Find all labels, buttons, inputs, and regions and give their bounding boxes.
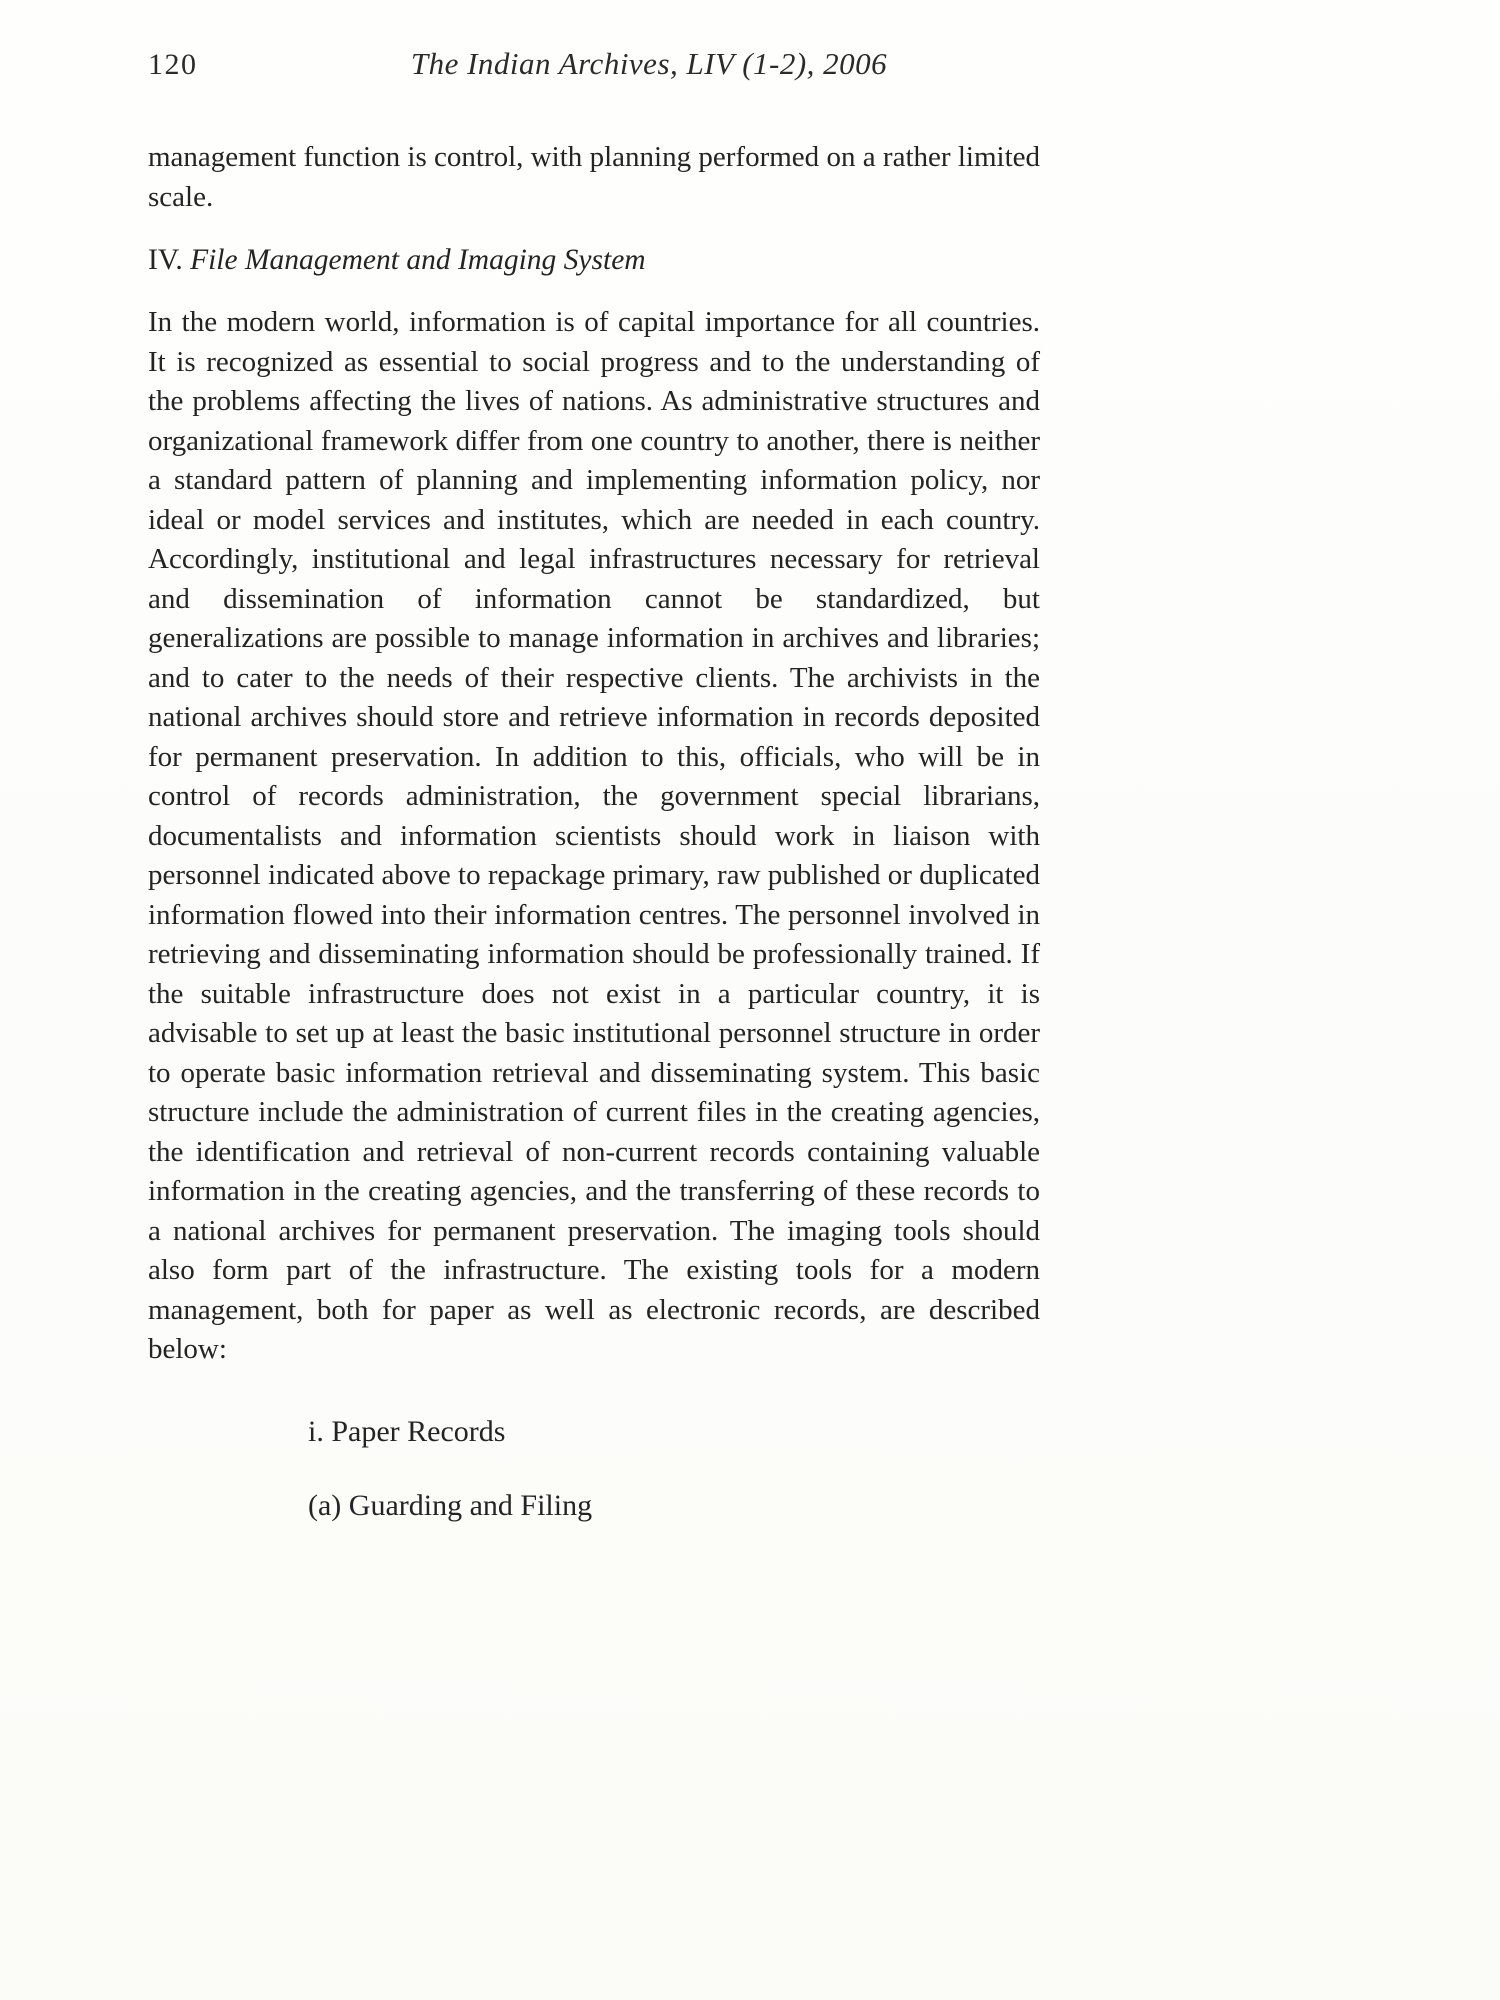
list-block — [148, 1412, 1040, 1526]
list-item-paper-records: i. Paper Records — [308, 1414, 506, 1448]
list-item-guarding-and-filing: (a) Guarding and Filing — [308, 1488, 593, 1522]
page-content — [148, 46, 1040, 1560]
main-paragraph: In the modern world, information is of capital importance for all countries. It is recognized as essential to social progress and to the understanding of the problems affecting the lives of nations. As administrative structures and organizational framework differ from one country to another, there is neither a standard pattern of planning and implementing information policy, nor ideal or model services and institutes, which are needed in each country. Accordingly, institutional and legal infrastructures necessary for retrieval and dissemination of information cannot be standardized, but generalizations are possible to manage information in archives and libraries; and to cater to the needs of their respective clients. The archivists in the national archives should store and retrieve information in records deposited for permanent preservation. In addition to this, officials, who will be in control of records administration, the government special librarians, documentalists and information scientists should work in liaison with personnel indicated above to repackage primary, raw published or duplicated information flowed into their information centres. The personnel involved in retrieving and disseminating information should be professionally trained. If the suitable infrastructure does not exist in a particular country, it is advisable to set up at least the basic institutional personnel structure in order to operate basic information retrieval and disseminating system. This basic structure include the administration of current files in the creating agencies, the identification and retrieval of non-current records containing valuable information in the creating agencies, and the transferring of these records to a national archives for permanent preservation. The imaging tools should also form part of the infrastructure. The existing tools for a modern management, both for paper as well as electronic records, are described below: — [148, 306, 1040, 1365]
section-heading — [148, 240, 1040, 280]
section-heading-title: File Management and Imaging System — [190, 244, 646, 276]
intro-paragraph: management function is control, with planning performed on a rather limited scale. — [148, 141, 1040, 213]
page-header — [148, 46, 1040, 82]
journal-title: The Indian Archives, LIV (1-2), 2006 — [410, 46, 888, 81]
page-number: 120 — [148, 48, 198, 81]
section-heading-number: IV. — [148, 244, 183, 276]
